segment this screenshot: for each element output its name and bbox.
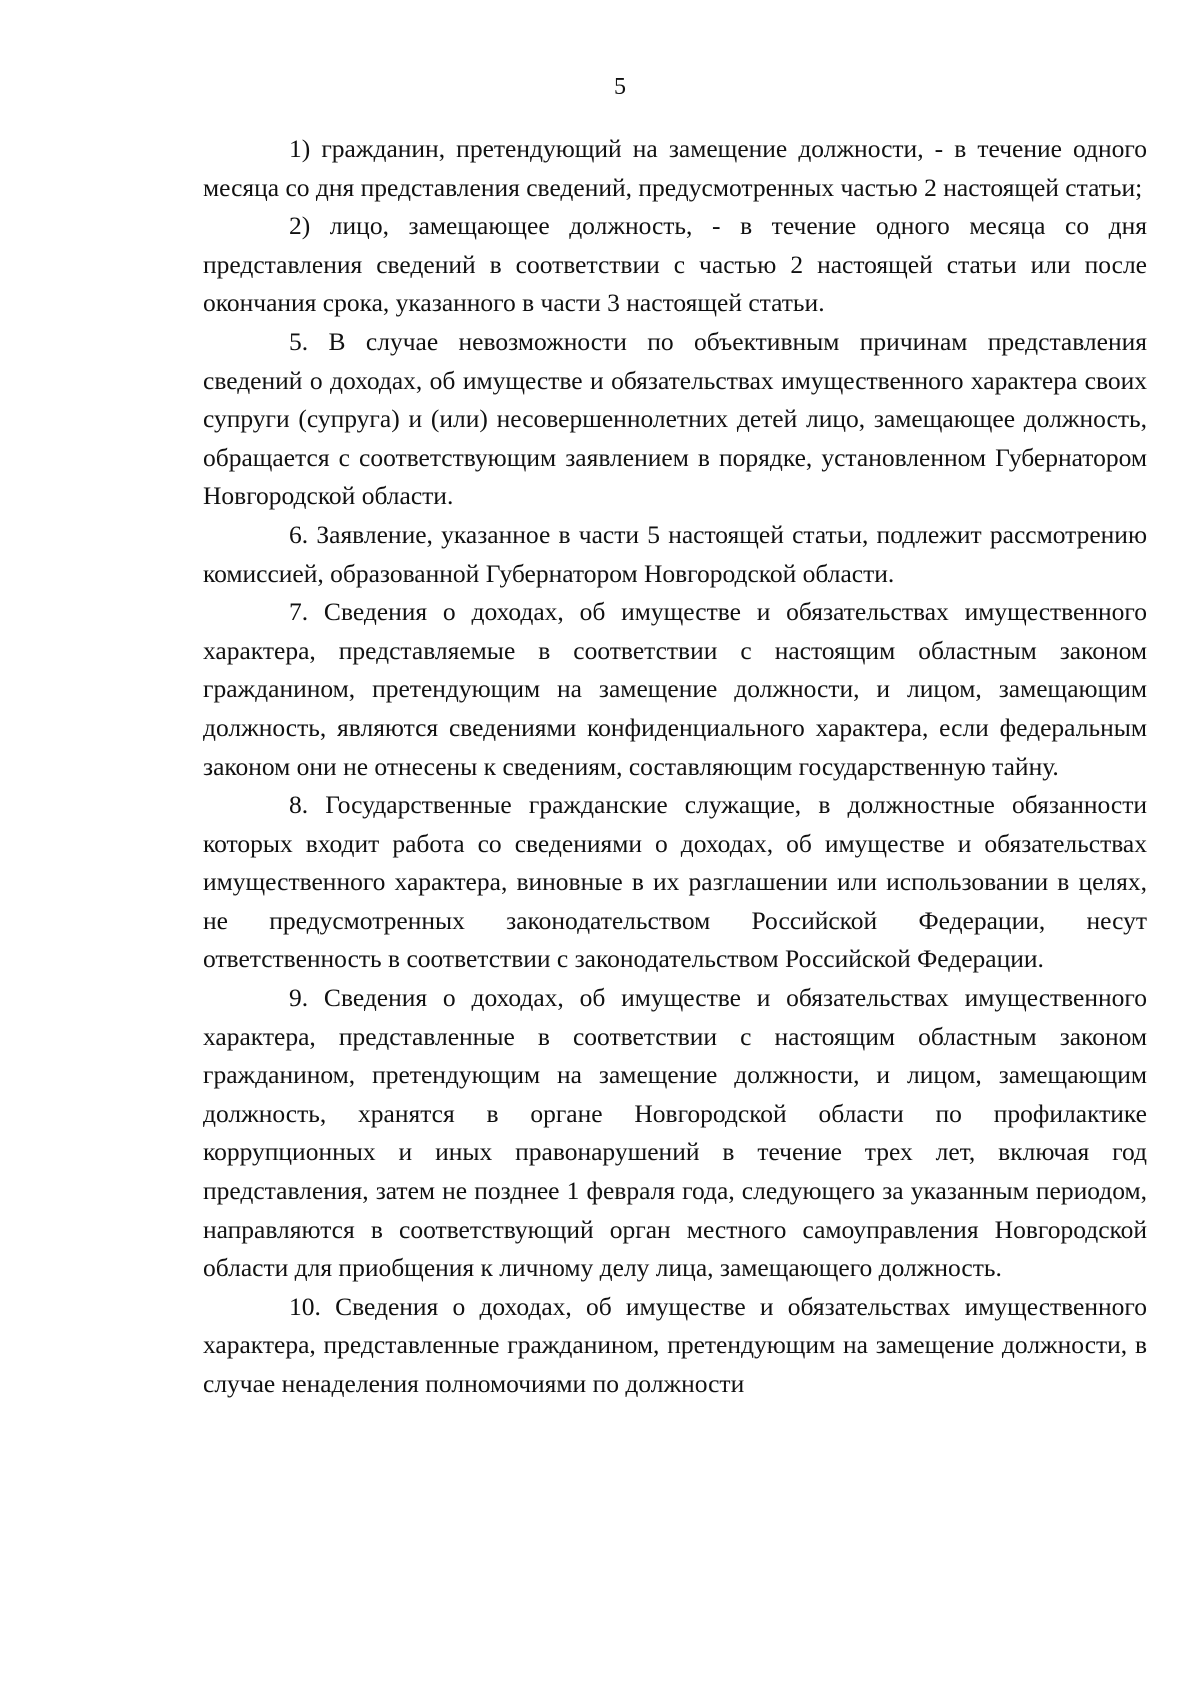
paragraph-5: 5. В случае невозможности по объективным причинам представления сведений о доходах, об имуществе и обязательствах имущественного характера своих супруги (супруга) и (или) несовершеннолетних детей лицо, замещающее должность, обращается с соответствующим заявлением в порядке, установленном Губернатором Новгородской области. [203, 326, 1147, 511]
page-number: 5 [614, 74, 626, 100]
paragraph-9: 9. Сведения о доходах, об имуществе и обязательствах имущественного характера, представленные в соответствии с настоящим областным законом гражданином, претендующим на замещение должности, и лицом, замещающим должность, хранятся в органе Новгородской области по профилактике коррупционных и иных правонарушений в течение трех лет, включая год представления, затем не позднее 1 февраля года, следующего за указанным периодом, направляются в соответствующий орган местного самоуправления Новгородской области для приобщения к личному делу лица, замещающего должность. [203, 983, 1147, 1283]
document-body [203, 130, 1147, 1404]
paragraph-8: 8. Государственные гражданские служащие, в должностные обязанности которых входит работа со сведениями о доходах, об имуществе и обязательствах имущественного характера, виновные в их разглашении или использовании в целях, не предусмотренных законодательством Российской Федерации, несут ответственность в соответствии с законодательством Российской Федерации. [203, 790, 1147, 974]
paragraph-7: 7. Сведения о доходах, об имуществе и обязательствах имущественного характера, представляемые в соответствии с настоящим областным законом гражданином, претендующим на замещение должности, и лицом, замещающим должность, являются сведениями конфиденциального характера, если федеральным законом они не отнесены к сведениям, составляющим государственную тайну. [203, 597, 1147, 781]
paragraph-item-2: 2) лицо, замещающее должность, - в течение одного месяца со дня представления сведений в соответствии с частью 2 настоящей статьи или после окончания срока, указанного в части 3 настоящей статьи. [203, 211, 1147, 318]
paragraph-item-1: 1) гражданин, претендующий на замещение должности, - в течение одного месяца со дня представления сведений, предусмотренных частью 2 настоящей статьи; [203, 134, 1147, 202]
paragraph-10: 10. Сведения о доходах, об имуществе и обязательствах имущественного характера, представленные гражданином, претендующим на замещение должности, в случае ненаделения полномочиями по должности [203, 1291, 1147, 1398]
paragraph-6: 6. Заявление, указанное в части 5 настоящей статьи, подлежит рассмотрению комиссией, образованной Губернатором Новгородской области. [203, 519, 1147, 588]
